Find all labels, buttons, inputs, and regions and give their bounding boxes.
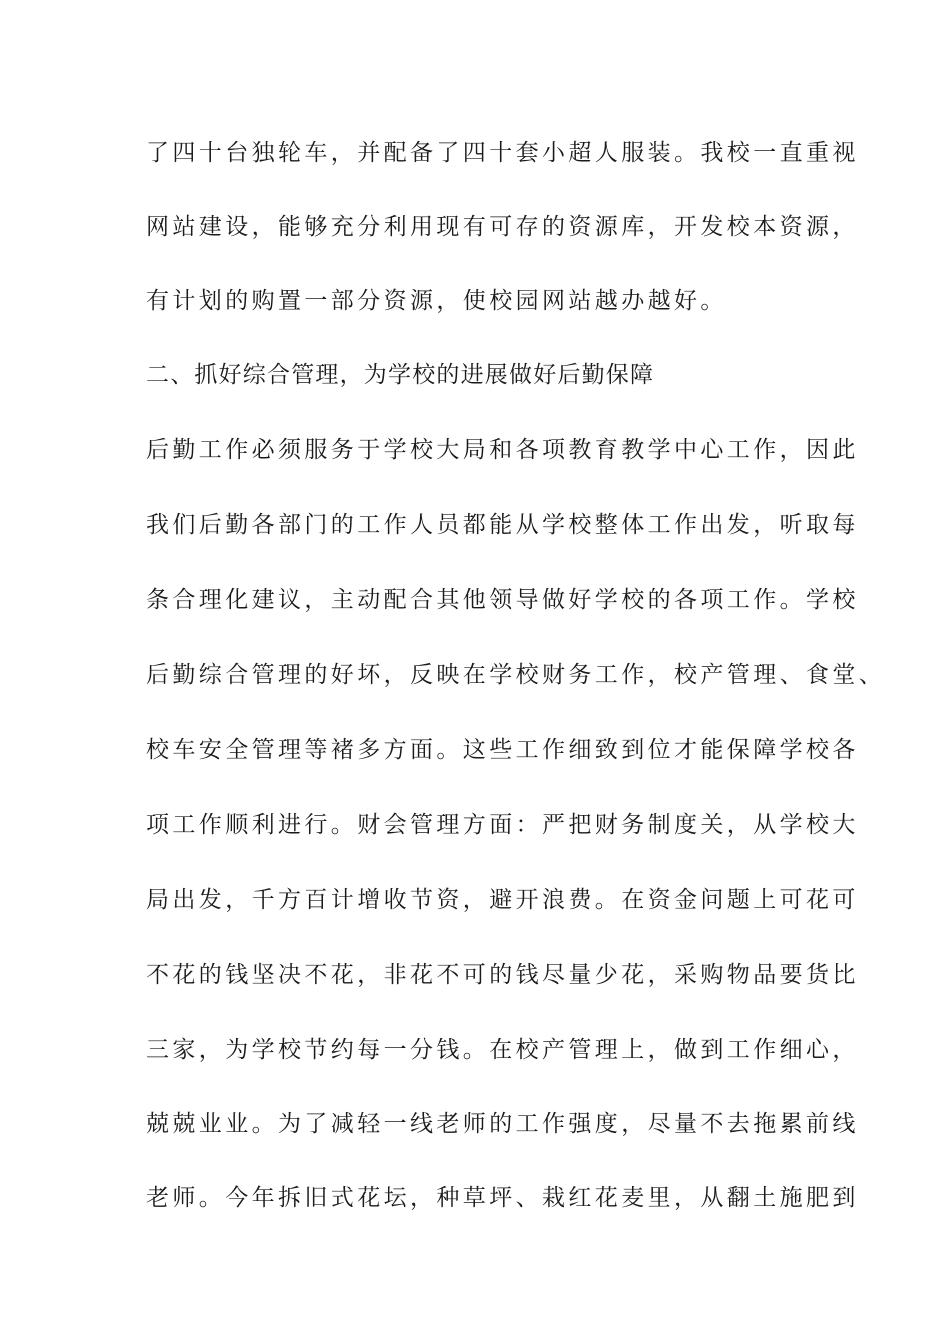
paragraph-line: 项工作顺利进行。财会管理方面：严把财务制度关，从学校大	[146, 812, 859, 838]
paragraph-line: 了四十台独轮车，并配备了四十套小超人服装。我校一直重视	[146, 140, 859, 166]
paragraph-line: 局出发，千方百计增收节资，避开浪费。在资金问题上可花可	[146, 887, 859, 913]
section-heading: 二、抓好综合管理，为学校的进展做好后勤保障	[146, 362, 655, 388]
paragraph-line: 后勤工作必须服务于学校大局和各项教育教学中心工作，因此	[146, 437, 859, 463]
paragraph-line: 不花的钱坚决不花，非花不可的钱尽量少花，采购物品要货比	[146, 962, 859, 988]
paragraph-line: 兢兢业业。为了减轻一线老师的工作强度，尽量不去拖累前线	[146, 1111, 859, 1137]
paragraph-line: 三家，为学校节约每一分钱。在校产管理上，做到工作细心，	[146, 1037, 859, 1063]
paragraph-line: 校车安全管理等褚多方面。这些工作细致到位才能保障学校各	[146, 737, 859, 763]
paragraph-line: 后勤综合管理的好坏，反映在学校财务工作，校产管理、食堂、	[146, 662, 886, 688]
paragraph-line: 老师。今年拆旧式花坛，种草坪、栽红花麦里，从翻土施肥到	[146, 1185, 859, 1211]
paragraph-line: 有计划的购置一部分资源，使校园网站越办越好。	[146, 288, 727, 314]
paragraph-line: 我们后勤各部门的工作人员都能从学校整体工作出发，听取每	[146, 512, 859, 538]
paragraph-line: 条合理化建议，主动配合其他领导做好学校的各项工作。学校	[146, 587, 859, 613]
paragraph-line: 网站建设，能够充分利用现有可存的资源库，开发校本资源，	[146, 214, 859, 240]
